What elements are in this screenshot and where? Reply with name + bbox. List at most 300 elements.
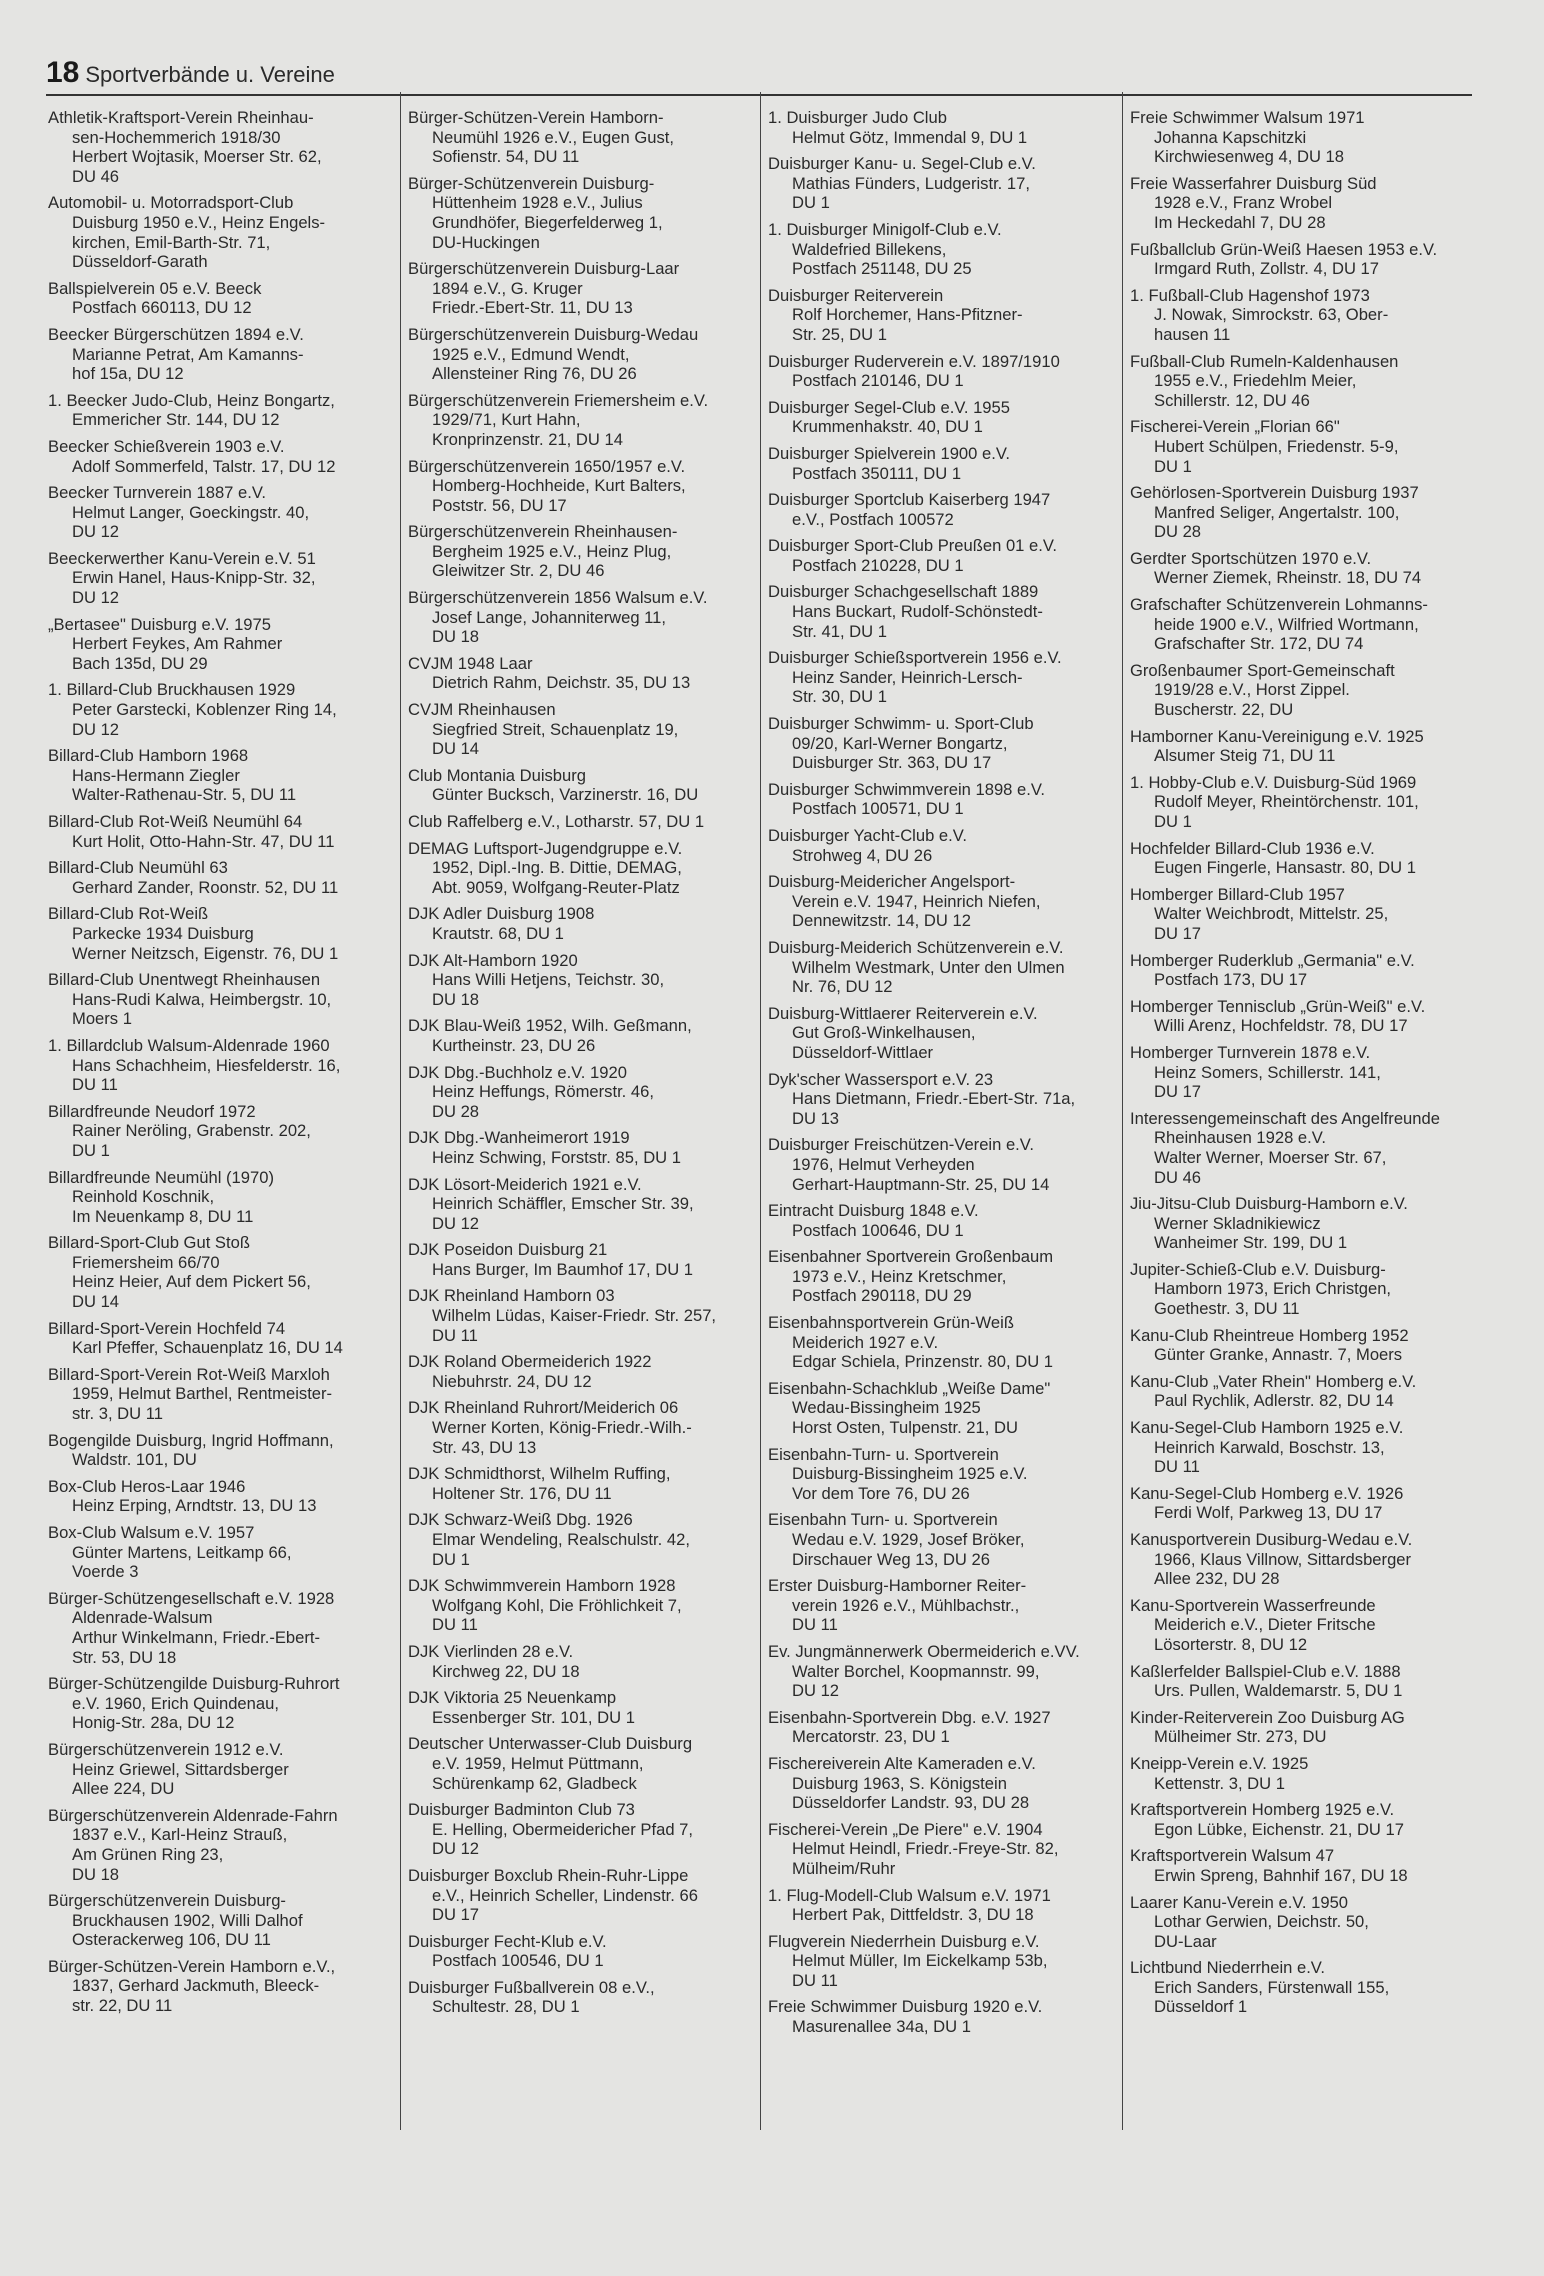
club-detail: DU 46 [1154,1167,1202,1187]
club-name: DJK Adler Duisburg 1908 [408,904,595,924]
club-entry [408,174,746,252]
club-detail: Hamborn 1973, Erich Christgen, [1154,1279,1392,1299]
club-detail: Erich Sanders, Fürstenwall 155, [1154,1977,1390,1997]
club-name: Gehörlosen-Sportverein Duisburg 1937 [1130,483,1419,503]
club-detail: Bruckhausen 1902, Willi Dalhof [72,1910,303,1930]
club-name: 1. Duisburger Judo Club [768,108,947,127]
club-detail: DU 1 [432,1549,470,1569]
club-name: Fischereiverein Alte Kameraden e.V. [768,1753,1036,1773]
club-entry [768,648,1106,707]
club-name: DJK Schmidthorst, Wilhelm Ruffing, [408,1464,671,1484]
club-name: CVJM 1948 Laar [408,653,533,673]
club-entry [768,1886,1106,1925]
club-name: Hamborner Kanu-Vereinigung e.V. 1925 [1130,726,1424,746]
club-entry [1130,174,1468,233]
club-entry [48,1365,386,1424]
club-entry [768,938,1106,997]
club-entry [1130,352,1468,411]
club-name: Bürger-Schützen-Verein Hamborn- [408,108,664,127]
club-entry [768,1708,1106,1747]
club-detail: e.V., Postfach 100572 [792,509,954,529]
club-detail: Günter Granke, Annastr. 7, Moers [1154,1345,1403,1365]
club-entry [408,1175,746,1234]
club-entry [48,279,386,318]
club-name: Billard-Club Hamborn 1968 [48,746,249,766]
club-detail: Lösorterstr. 8, DU 12 [1154,1634,1308,1654]
club-entry [1130,108,1468,167]
club-detail: Allensteiner Ring 76, DU 26 [432,364,637,384]
column-divider [400,92,401,2130]
club-entry [48,391,386,430]
club-detail: verein 1926 e.V., Mühlbachstr., [792,1595,1020,1615]
club-detail: Karl Pfeffer, Schauenplatz 16, DU 14 [72,1338,343,1358]
club-detail: Egon Lübke, Eichenstr. 21, DU 17 [1154,1819,1404,1839]
club-detail: 09/20, Karl-Werner Bongartz, [792,733,1008,753]
club-detail: DU 12 [72,719,120,739]
club-name: Fußball-Club Rumeln-Kaldenhausen [1130,351,1399,371]
club-detail: Essenberger Str. 101, DU 1 [432,1707,635,1727]
club-name: Duisburger Fecht-Klub e.V. [408,1931,607,1951]
club-entry [1130,549,1468,588]
club-name: DJK Viktoria 25 Neuenkamp [408,1688,617,1708]
club-detail: Mathias Fünders, Ludgeristr. 17, [792,173,1030,193]
club-detail: Mercatorstr. 23, DU 1 [792,1727,950,1747]
club-name: Bürgerschützenverein Duisburg-Wedau [408,324,699,344]
club-detail: Allee 232, DU 28 [1154,1569,1280,1589]
club-name: Duisburger Schießsportverein 1956 e.V. [768,648,1062,668]
club-detail: e.V., Heinrich Scheller, Lindenstr. 66 [432,1885,698,1905]
club-entry [48,746,386,805]
club-entry [408,1352,746,1391]
club-detail: Waldstr. 101, DU [72,1450,197,1470]
club-detail: Hans-Rudi Kalwa, Heimbergstr. 10, [72,989,332,1009]
club-detail: Marianne Petrat, Am Kamanns- [72,344,304,364]
club-detail: Voerde 3 [72,1562,139,1582]
club-detail: Arthur Winkelmann, Friedr.-Ebert- [72,1627,321,1647]
club-name: Beecker Turnverein 1887 e.V. [48,483,267,503]
club-detail: 1925 e.V., Edmund Wendt, [432,344,630,364]
club-name: 1. Fußball-Club Hagenshof 1973 [1130,285,1370,305]
club-detail: Postfach 100646, DU 1 [792,1220,964,1240]
club-entry [1130,1708,1468,1747]
club-detail: Reinhold Koschnik, [72,1187,215,1207]
club-name: Lichtbund Niederrhein e.V. [1130,1958,1325,1978]
club-name: Duisburger Yacht-Club e.V. [768,826,967,845]
club-detail: Rheinhausen 1928 e.V. [1154,1128,1326,1148]
club-entry [768,1510,1106,1569]
club-name: Bogengilde Duisburg, Ingrid Hoffmann, [48,1430,334,1450]
club-name: Duisburger Sportclub Kaiserberg 1947 [768,490,1051,510]
directory-column-2 [408,108,746,2128]
club-entry [1130,727,1468,766]
club-name: Freie Wasserfahrer Duisburg Süd [1130,173,1377,193]
club-entry [48,549,386,608]
club-detail: Kirchwiesenweg 4, DU 18 [1154,147,1344,167]
club-entry [1130,661,1468,720]
club-detail: Heinz Heffungs, Römerstr. 46, [432,1082,654,1102]
club-detail: DU 11 [432,1325,478,1345]
club-entry [48,193,386,271]
club-detail: DU 12 [792,1681,840,1701]
club-entry [768,536,1106,575]
club-detail: J. Nowak, Simrockstr. 63, Ober- [1154,305,1389,325]
club-detail: Osterackerweg 106, DU 11 [72,1930,271,1950]
club-detail: Horst Osten, Tulpenstr. 21, DU [792,1418,1018,1438]
club-entry [768,1576,1106,1635]
club-entry [768,1313,1106,1372]
club-detail: Hans Willi Hetjens, Teichstr. 30, [432,970,665,990]
club-detail: 1959, Helmut Barthel, Rentmeister- [72,1384,333,1404]
club-name: Homberger Ruderklub „Germania" e.V. [1130,950,1415,970]
club-entry [768,1445,1106,1504]
club-entry [48,1102,386,1161]
club-name: Box-Club Heros-Laar 1946 [48,1476,246,1496]
club-entry [408,1978,746,2017]
club-detail: 1955 e.V., Friedehlm Meier, [1154,371,1357,391]
club-name: Gerdter Sportschützen 1970 e.V. [1130,548,1372,568]
club-entry [1130,1662,1468,1701]
club-name: Billardfreunde Neudorf 1972 [48,1101,256,1121]
club-detail: Kurtheinstr. 23, DU 26 [432,1035,596,1055]
club-detail: Hüttenheim 1928 e.V., Julius [432,193,643,213]
club-entry [48,1957,386,2016]
club-entry [768,582,1106,641]
club-detail: Meiderich e.V., Dieter Fritsche [1154,1615,1376,1635]
page-header [46,56,1472,96]
club-detail: Hans Schachheim, Hiesfelderstr. 16, [72,1055,341,1075]
club-detail: Verein e.V. 1947, Heinrich Niefen, [792,891,1041,911]
club-detail: Postfach 100546, DU 1 [432,1951,604,1971]
club-detail: Postfach 210146, DU 1 [792,371,964,391]
club-detail: Str. 30, DU 1 [792,687,887,707]
club-detail: Homberg-Hochheide, Kurt Balters, [432,476,686,496]
club-detail: Rainer Neröling, Grabenstr. 202, [72,1121,311,1141]
club-detail: Düsseldorfer Landstr. 93, DU 28 [792,1793,1030,1813]
club-name: CVJM Rheinhausen [408,700,556,720]
club-detail: Waldefried Billekens, [792,239,947,259]
club-entry [768,1070,1106,1129]
club-detail: Werner Korten, König-Friedr.-Wilh.- [432,1418,692,1438]
club-detail: DU 11 [432,1615,478,1635]
club-name: Duisburger Segel-Club e.V. 1955 [768,397,1010,417]
club-detail: Rolf Horchemer, Hans-Pfitzner- [792,305,1023,325]
club-detail: Friedr.-Ebert-Str. 11, DU 13 [432,298,633,318]
club-detail: Helmut Langer, Goeckingstr. 40, [72,502,310,522]
club-name: DJK Blau-Weiß 1952, Wilh. Geßmann, [408,1016,692,1036]
club-detail: Heinz Schwing, Forststr. 85, DU 1 [432,1147,681,1167]
club-entry [408,522,746,581]
club-name: Jiu-Jitsu-Club Duisburg-Hamborn e.V. [1130,1194,1408,1214]
club-entry [48,858,386,897]
club-detail: Str. 43, DU 13 [432,1437,537,1457]
club-entry [768,286,1106,345]
club-name: Club Montania Duisburg [408,765,587,785]
club-detail: Irmgard Ruth, Zollstr. 4, DU 17 [1154,259,1380,279]
club-entry [408,1240,746,1279]
club-name: DJK Rheinland Hamborn 03 [408,1286,615,1306]
club-entry [768,1201,1106,1240]
club-name: Duisburger Fußballverein 08 e.V., [408,1977,655,1997]
club-name: 1. Beecker Judo-Club, Heinz Bongartz, [48,390,335,410]
club-name: Bürger-Schützenverein Duisburg- [408,173,655,193]
club-detail: 1928 e.V., Franz Wrobel [1154,193,1333,213]
club-detail: Vor dem Tore 76, DU 26 [792,1483,970,1503]
club-detail: DU 46 [72,166,120,186]
club-detail: Ferdi Wolf, Parkweg 13, DU 17 [1154,1503,1383,1523]
club-name: Duisburger Spielverein 1900 e.V. [768,443,1010,463]
club-entry [768,1820,1106,1879]
club-name: 1. Hobby-Club e.V. Duisburg-Süd 1969 [1130,772,1417,792]
club-detail: hof 15a, DU 12 [72,364,184,384]
club-detail: Str. 41, DU 1 [792,621,887,641]
club-detail: Wolfgang Kohl, Die Fröhlichkeit 7, [432,1595,682,1615]
club-entry [48,1740,386,1799]
club-name: Eisenbahner Sportverein Großenbaum [768,1247,1054,1267]
club-entry [48,1431,386,1470]
club-entry [768,220,1106,279]
club-name: Box-Club Walsum e.V. 1957 [48,1523,255,1542]
club-name: Athletik-Kraftsport-Verein Rheinhau- [48,108,314,127]
club-name: Ballspielverein 05 e.V. Beeck [48,278,262,298]
club-detail: Dennewitzstr. 14, DU 12 [792,911,971,931]
club-entry [408,654,746,693]
club-detail: Postfach 290118, DU 29 [792,1286,972,1306]
club-detail: Johanna Kapschitzki [1154,127,1307,147]
club-detail: Moers 1 [72,1009,132,1029]
club-detail: Gleiwitzer Str. 2, DU 46 [432,561,605,581]
club-name: Duisburger Schachgesellschaft 1889 [768,582,1039,602]
club-entry [768,154,1106,213]
club-detail: Gerhard Zander, Roonstr. 52, DU 11 [72,877,339,897]
club-entry [408,1286,746,1345]
club-detail: Paul Rychlik, Adlerstr. 82, DU 14 [1154,1391,1394,1411]
club-detail: kirchen, Emil-Barth-Str. 71, [72,232,271,252]
club-detail: 1976, Helmut Verheyden [792,1154,975,1174]
club-detail: Hans Dietmann, Friedr.-Ebert-Str. 71a, [792,1089,1076,1109]
club-entry [408,700,746,759]
club-entry [408,1866,746,1925]
club-detail: Goethestr. 3, DU 11 [1154,1299,1300,1319]
club-detail: Krautstr. 68, DU 1 [432,923,564,943]
club-name: Billard-Club Unentwegt Rheinhausen [48,970,321,990]
club-detail: Wedau-Bissingheim 1925 [792,1398,981,1418]
club-entry [1130,1596,1468,1655]
club-name: DJK Schwarz-Weiß Dbg. 1926 [408,1510,633,1530]
club-name: Duisburg-Meidericher Angelsport- [768,872,1016,892]
club-detail: Heinrich Schäffler, Emscher Str. 39, [432,1194,694,1214]
club-detail: Kronprinzenstr. 21, DU 14 [432,429,623,449]
club-name: Eisenbahn-Sportverein Dbg. e.V. 1927 [768,1707,1051,1727]
club-entry [48,1233,386,1311]
club-detail: Schillerstr. 12, DU 46 [1154,390,1310,410]
club-name: Billard-Sport-Verein Hochfeld 74 [48,1318,286,1338]
club-entry [408,108,746,167]
club-entry [48,1036,386,1095]
club-name: Homberger Billard-Club 1957 [1130,884,1345,904]
club-detail: DU 1 [72,1140,110,1160]
club-entry [408,1510,746,1569]
club-name: Grafschafter Schützenverein Lohmanns- [1130,595,1428,615]
club-detail: DU 18 [432,989,480,1009]
page-number: 18 [46,56,80,89]
club-detail: Wanheimer Str. 199, DU 1 [1154,1233,1348,1253]
club-entry [408,1464,746,1503]
club-entry [1130,997,1468,1036]
club-name: DJK Dbg.-Buchholz e.V. 1920 [408,1062,627,1082]
club-name: Beecker Bürgerschützen 1894 e.V. [48,324,304,344]
club-name: Laarer Kanu-Verein e.V. 1950 [1130,1892,1349,1912]
club-name: Bürgerschützenverein Friemersheim e.V. [408,390,709,410]
club-entry [768,352,1106,391]
club-detail: Werner Neitzsch, Eigenstr. 76, DU 1 [72,943,339,963]
club-detail: heide 1900 e.V., Wilfried Wortmann, [1154,614,1419,634]
club-detail: Heinz Somers, Schillerstr. 141, [1154,1062,1381,1082]
club-detail: DU 12 [72,522,120,542]
club-entry [408,325,746,384]
club-entry [1130,1372,1468,1411]
club-detail: Postfach 251148, DU 25 [792,259,972,279]
club-name: DJK Schwimmverein Hamborn 1928 [408,1576,676,1596]
club-detail: Josef Lange, Johanniterweg 11, [432,607,667,627]
club-detail: Meiderich 1927 e.V. [792,1332,939,1352]
club-entry [48,615,386,674]
club-name: Fußballclub Grün-Weiß Haesen 1953 e.V. [1130,239,1438,259]
club-detail: Niebuhrstr. 24, DU 12 [432,1371,592,1391]
club-entry [1130,1260,1468,1319]
club-detail: 1919/28 e.V., Horst Zippel. [1154,680,1350,700]
club-detail: 1837, Gerhard Jackmuth, Bleeck- [72,1976,320,1996]
club-detail: Gerhart-Hauptmann-Str. 25, DU 14 [792,1174,1050,1194]
club-entry [48,1806,386,1884]
club-detail: DU 18 [72,1864,120,1884]
club-detail: Parkecke 1934 Duisburg [72,923,254,943]
club-name: Erster Duisburg-Hamborner Reiter- [768,1576,1027,1596]
club-entry [1130,1043,1468,1102]
club-name: Duisburger Sport-Club Preußen 01 e.V. [768,536,1058,556]
club-detail: DU 11 [1154,1457,1200,1477]
club-name: Dyk'scher Wassersport e.V. 23 [768,1069,994,1089]
club-detail: Kirchweg 22, DU 18 [432,1661,580,1681]
club-detail: DU 11 [792,1970,838,1990]
club-entry [408,1688,746,1727]
column-divider [760,92,761,2130]
club-detail: Walter-Rathenau-Str. 5, DU 11 [72,785,297,805]
club-detail: Emmericher Str. 144, DU 12 [72,410,280,430]
club-name: Duisburger Reiterverein [768,285,944,305]
club-entry [408,904,746,943]
club-detail: str. 3, DU 11 [72,1404,163,1424]
directory-column-1 [48,108,386,2128]
club-detail: Heinrich Karwald, Boschstr. 13, [1154,1437,1385,1457]
club-entry [408,766,746,805]
club-detail: 1894 e.V., G. Kruger [432,278,583,298]
club-name: Billard-Sport-Verein Rot-Weiß Marxloh [48,1364,330,1384]
club-entry [768,1135,1106,1194]
club-detail: Postfach 350111, DU 1 [792,463,962,483]
club-name: Bürger-Schützen-Verein Hamborn e.V., [48,1956,336,1976]
club-entry [408,588,746,647]
club-name: Duisburger Schwimmverein 1898 e.V. [768,779,1046,799]
club-detail: DU 17 [432,1905,480,1925]
club-name: DJK Lösort-Meiderich 1921 e.V. [408,1174,642,1194]
club-entry [768,108,1106,147]
club-name: Bürgerschützenverein Duisburg-Laar [408,259,680,279]
club-entry [1130,1893,1468,1952]
club-entry [768,398,1106,437]
club-entry [1130,1194,1468,1253]
club-entry [768,714,1106,773]
club-name: Kanu-Club „Vater Rhein" Homberg e.V. [1130,1371,1417,1391]
club-entry [1130,1800,1468,1839]
club-detail: Honig-Str. 28a, DU 12 [72,1713,235,1733]
club-detail: 1973 e.V., Heinz Kretschmer, [792,1266,1007,1286]
club-detail: Postfach 100571, DU 1 [792,799,964,819]
club-entry [48,970,386,1029]
club-detail: DU 1 [792,193,830,213]
club-detail: 1837 e.V., Karl-Heinz Strauß, [72,1825,288,1845]
club-detail: Düsseldorf 1 [1154,1997,1248,2017]
club-detail: Wilhelm Lüdas, Kaiser-Friedr. Str. 257, [432,1306,717,1326]
club-detail: DU 14 [72,1292,120,1312]
club-name: Duisburger Schwimm- u. Sport-Club [768,714,1034,734]
club-detail: Allee 224, DU [72,1779,175,1799]
club-detail: DU-Laar [1154,1931,1217,1951]
club-detail: Helmut Götz, Immendal 9, DU 1 [792,127,1028,147]
column-divider [1122,92,1123,2130]
club-detail: Helmut Heindl, Friedr.-Freye-Str. 82, [792,1839,1059,1859]
club-name: 1. Duisburger Minigolf-Club e.V. [768,219,1002,239]
club-detail: Poststr. 56, DU 17 [432,495,567,515]
club-name: Duisburger Ruderverein e.V. 1897/1910 [768,351,1060,371]
club-detail: DU 12 [432,1839,480,1859]
club-detail: Grundhöfer, Biegerfelderweg 1, [432,212,663,232]
club-name: Jupiter-Schieß-Club e.V. Duisburg- [1130,1259,1386,1279]
club-detail: Dirschauer Weg 13, DU 26 [792,1549,990,1569]
club-name: 1. Billard-Club Bruckhausen 1929 [48,680,296,700]
club-detail: Willi Arenz, Hochfeldstr. 78, DU 17 [1154,1016,1408,1036]
club-detail: DU 12 [432,1213,480,1233]
club-detail: Günter Bucksch, Varzinerstr. 16, DU [432,785,699,805]
club-detail: Kurt Holit, Otto-Hahn-Str. 47, DU 11 [72,831,335,851]
club-detail: Bach 135d, DU 29 [72,653,208,673]
club-name: Bürgerschützenverein Rheinhausen- [408,522,678,542]
club-entry [1130,1846,1468,1885]
club-name: Duisburg-Wittlaerer Reiterverein e.V. [768,1003,1038,1023]
club-entry [408,1642,746,1681]
club-name: Billard-Club Neumühl 63 [48,858,228,878]
club-entry [408,259,746,318]
club-detail: Neumühl 1926 e.V., Eugen Gust, [432,127,675,147]
club-name: Kanu-Sportverein Wasserfreunde [1130,1595,1376,1615]
club-entry [408,951,746,1010]
club-entry [48,108,386,186]
club-detail: Sofienstr. 54, DU 11 [432,147,580,167]
club-entry [48,325,386,384]
club-name: Homberger Turnverein 1878 e.V. [1130,1042,1371,1062]
club-entry [768,1004,1106,1063]
club-entry [768,1754,1106,1813]
club-entry [408,1128,746,1167]
club-name: 1. Flug-Modell-Club Walsum e.V. 1971 [768,1885,1051,1905]
club-detail: Peter Garstecki, Koblenzer Ring 14, [72,700,337,720]
club-name: Eintracht Duisburg 1848 e.V. [768,1201,979,1221]
club-detail: Duisburg 1963, S. Königstein [792,1773,1007,1793]
club-detail: Hans-Hermann Ziegler [72,765,240,785]
club-entry [1130,1958,1468,2017]
club-name: Kinder-Reiterverein Zoo Duisburg AG [1130,1707,1405,1727]
club-detail: Urs. Pullen, Waldemarstr. 5, DU 1 [1154,1681,1403,1701]
club-detail: Postfach 660113, DU 12 [72,298,252,318]
